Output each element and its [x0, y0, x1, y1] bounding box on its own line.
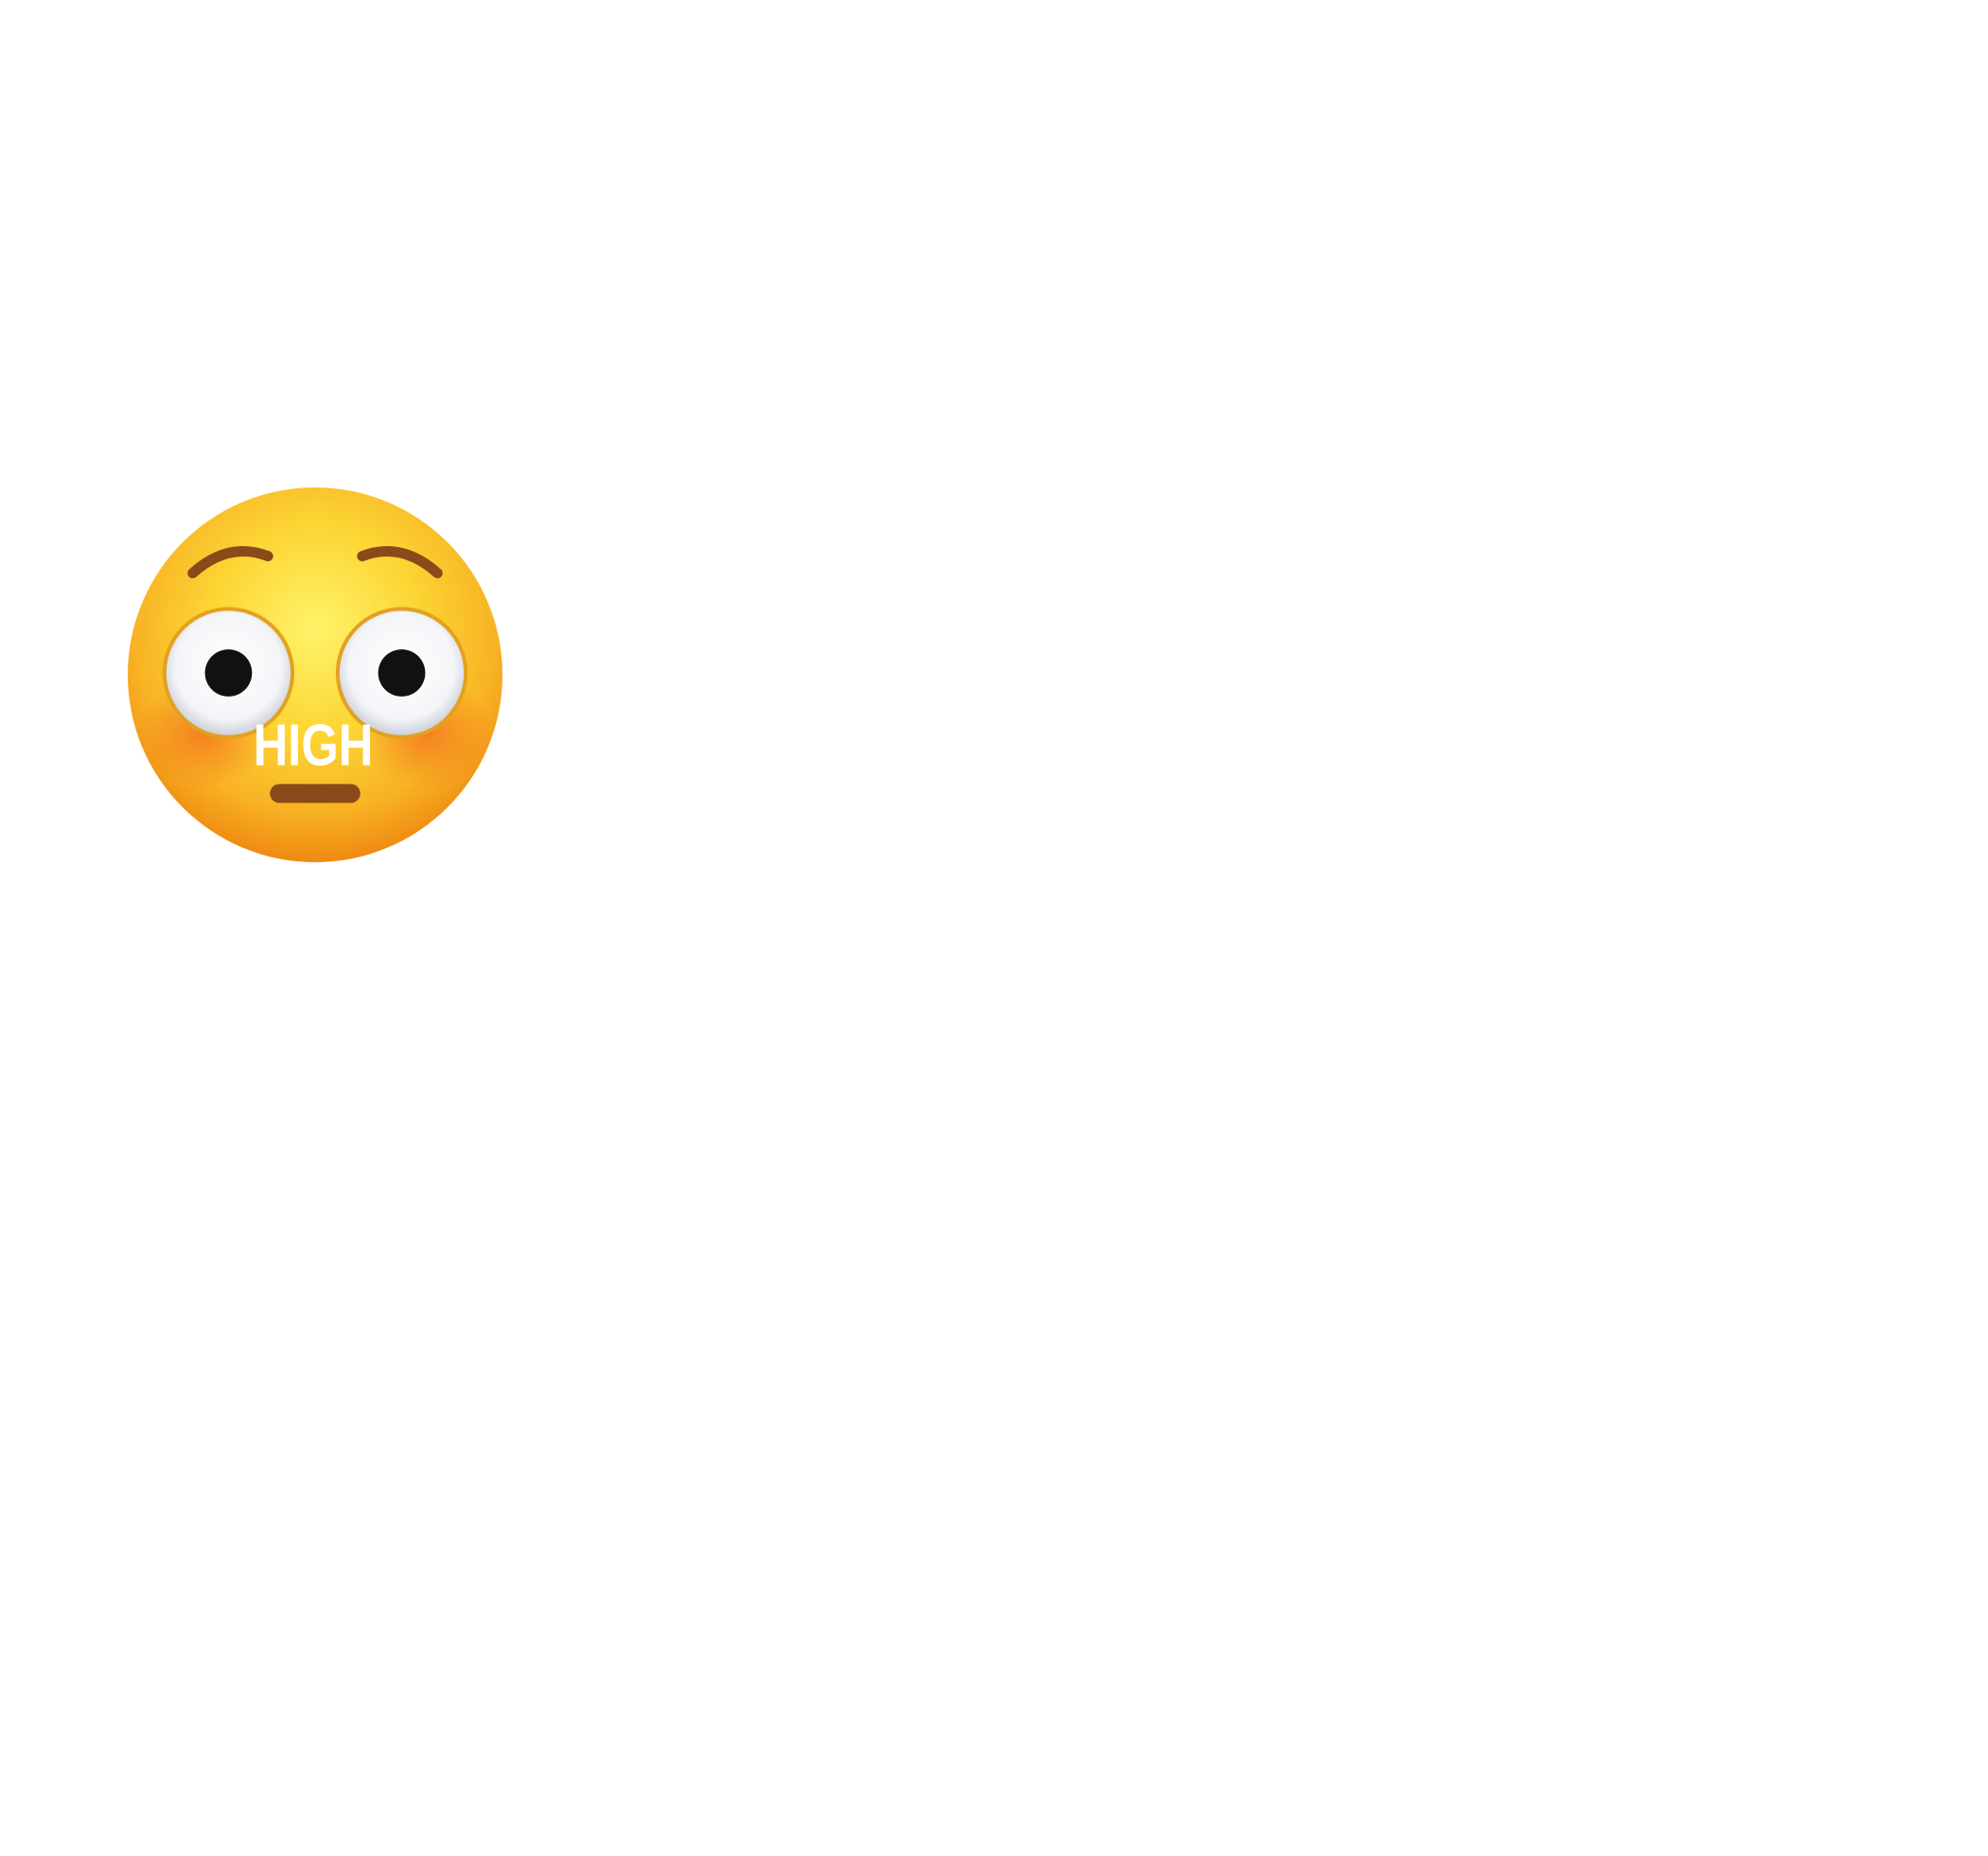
mouth [270, 784, 361, 803]
right-pupil [378, 649, 426, 697]
flushed-face-icon [127, 486, 503, 863]
left-pupil [205, 649, 253, 697]
high-label: HIGH [253, 712, 374, 778]
